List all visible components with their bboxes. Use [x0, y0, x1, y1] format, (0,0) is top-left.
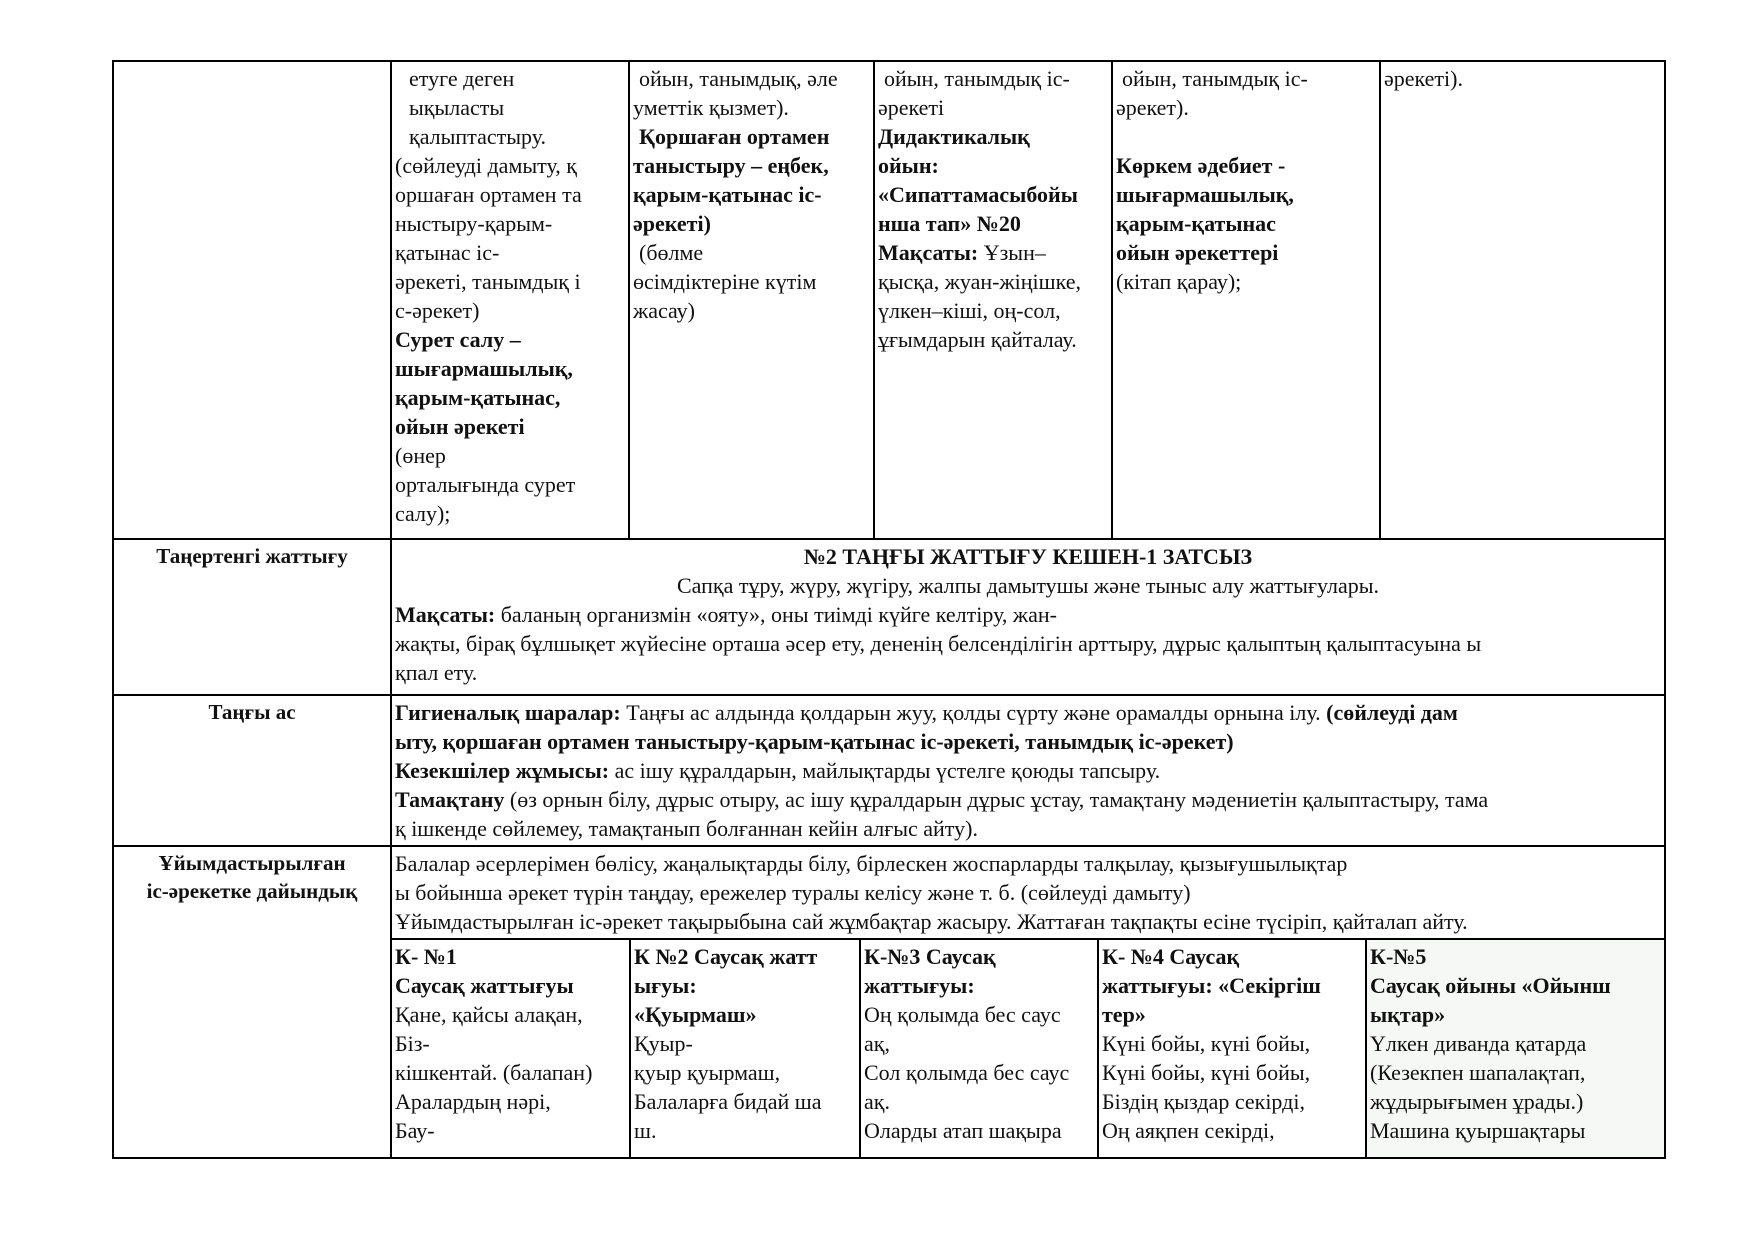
activity-cell-4: ойын, танымдық іс- әрекет). Көркем әдебиет - шығармашылық, қарым-қатынас ойын әрекеттері (кітап қарау);	[1112, 61, 1380, 539]
activity-cell-3: ойын, танымдық іс- әрекеті Дидактикалық ойын: «Сипаттамасыбойы нша тап» №20 Мақсаты: Ұзын– қысқа, жуан-жіңішке, үлкен–кіші, оң-сол, ұғымдарын қайталау.	[874, 61, 1112, 539]
breakfast-row	[113, 695, 1665, 846]
finger-exercise-5: К-№5 Саусақ ойыны «Ойынш ықтар» Үлкен диванда қатарда (Кезекпен шапалақтап, жұдырығымен ұрады.) Машина қуыршақтары	[1366, 939, 1665, 1157]
row-label-morning: Таңертенгі жаттығу	[113, 539, 391, 695]
c1-intro: етуге деген ықыласты қалыптастыру.	[409, 66, 546, 149]
activity-cell-1: етуге деген ықыласты қалыптастыру. (сөйлеуді дамыту, қ оршаған ортамен та ныстыру-қарым- қатынас іс- әрекеті, танымдық і с-әрекет) Сурет салу – шығармашылық, қарым-қатынас, ойын әрекеті (өнер орталығында сурет салу);	[391, 61, 629, 539]
finger-exercise-2: К №2 Саусақ жатт ығуы: «Қуырмаш» Қуыр- қуыр қуырмаш, Балаларға бидай ша ш.	[630, 939, 860, 1157]
preparation-row	[113, 846, 1665, 1158]
daily-plan-table	[112, 60, 1666, 1159]
activity-cell-5: әрекеті).	[1380, 61, 1665, 539]
finger-exercise-1: К- №1 Саусақ жаттығуы Қане, қайсы алақан, Біз- кішкентай. (балапан) Аралардың нәрі, Бау-	[392, 939, 630, 1157]
finger-exercise-4: К- №4 Саусақ жаттығуы: «Секіргіш тер» Күні бойы, күні бойы, Күні бойы, күні бойы, Біздің қыздар секірді, Оң аяқпен секірді,	[1098, 939, 1366, 1157]
activity-cell-2: ойын, танымдық, әле уметтік қызмет). Қоршаған ортамен таныстыру – еңбек, қарым-қатынас іс- әрекеті) (бөлме өсімдіктеріне күтім жасау)	[629, 61, 874, 539]
row-label-empty	[113, 61, 391, 539]
finger-exercises-table	[392, 938, 1665, 1157]
row-label-breakfast: Таңғы ас	[113, 695, 391, 846]
morning-title: №2 ТАҢҒЫ ЖАТТЫҒУ КЕШЕН-1 ЗАТСЫЗ	[803, 544, 1253, 569]
plan-page	[112, 60, 1664, 1159]
preparation-content: Балалар әсерлерімен бөлісу, жаңалықтарды білу, бірлескен жоспарларды талқылау, қызығушылықтар ы бойынша әрекет түрін таңдау, ережелер туралы келісу және т. б. (сөйлеуді дамыту) Ұйымдастырылған іс-әрекет тақырыбына сай жұмбақтар жасыру. Жаттаған тақпақты есіне түсіріп, қайталап айту. К- №1 Саусақ жаттығуы Қане, қайсы алақан, Біз- кішкентай. (балапан) Аралардың нәрі, Бау- К №2 Саусақ жатт ығуы: «Қуырмаш» Қуыр- қуыр қуырмаш, Балаларға бидай ша ш. К-№3 Саусақ жаттығуы: Оң қолымда бес саус ақ, Сол қолымда бес саус ақ. Оларды атап шақыра К- №4 Саусақ жаттығуы: «Секіргіш тер» Күні бойы, күні бойы, Күні бойы, күні бойы, Біздің қыздар секірді, Оң аяқпен секірді, К-№5 Саусақ ойыны «Ойынш ықтар» Үлкен диванда қатарда (Кезекпен шапалақтап, жұдырығымен ұрады.) Машина қуыршақтары	[391, 846, 1665, 1158]
activities-row	[113, 61, 1665, 539]
morning-exercise-row	[113, 539, 1665, 695]
morning-content: №2 ТАҢҒЫ ЖАТТЫҒУ КЕШЕН-1 ЗАТСЫЗ Сапқа тұру, жүру, жүгіру, жалпы дамытушы және тыныс алу жаттығулары. Мақсаты: баланың организмін «ояту», оны тиімді күйге келтіру, жан- жақты, бірақ бұлшықет жүйесіне орташа әсер ету, дененің белсенділігін арттыру, дұрыс қалыптың қалыптасуына ы қпал ету.	[391, 539, 1665, 695]
breakfast-content: Гигиеналық шаралар: Таңғы ас алдында қолдарын жуу, қолды сүрту және орамалды орнына ілу. (сөйлеуді дам ыту, қоршаған ортамен таныстыру-қарым-қатынас іс-әрекеті, танымдық іс-әрекет) Кезекшілер жұмысы: ас ішу құралдарын, майлықтарды үстелге қоюды тапсыру. Тамақтану (өз орнын білу, дұрыс отыру, ас ішу құралдарын дұрыс ұстау, тамақтану мәдениетін қалыптастыру, тама қ ішкенде сөйлемеу, тамақтанып болғаннан кейін алғыс айту).	[391, 695, 1665, 846]
row-label-preparation: Ұйымдастырылған іс-әрекетке дайындық	[113, 846, 391, 1158]
finger-exercise-3: К-№3 Саусақ жаттығуы: Оң қолымда бес саус ақ, Сол қолымда бес саус ақ. Оларды атап шақыра	[860, 939, 1098, 1157]
morning-subtitle: Сапқа тұру, жүру, жүгіру, жалпы дамытушы және тыныс алу жаттығулары.	[676, 573, 1380, 598]
